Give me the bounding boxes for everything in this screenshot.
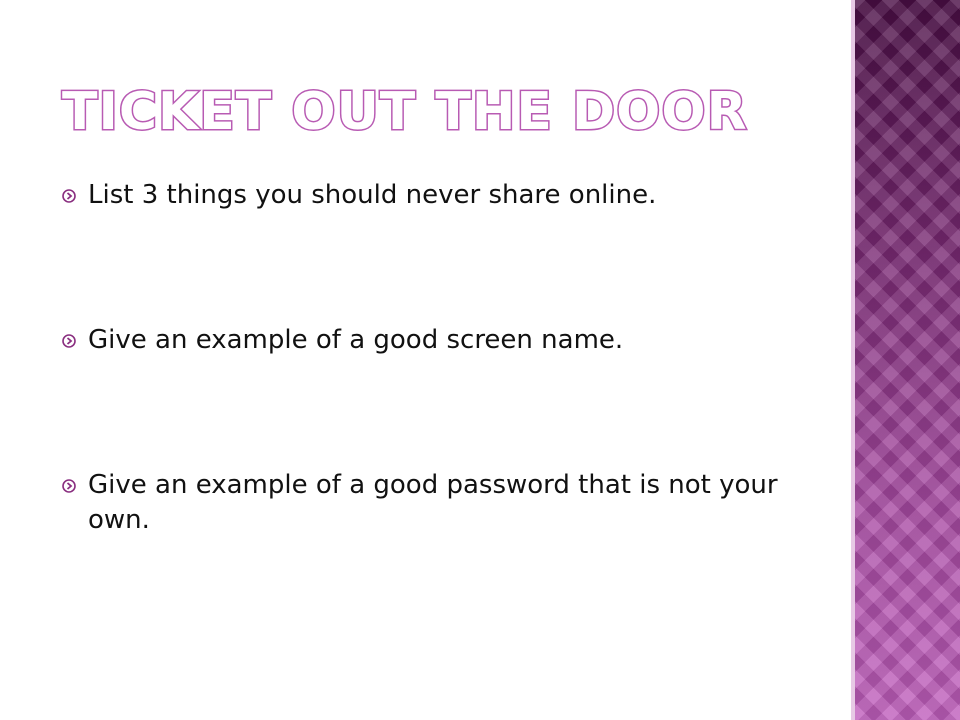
circled-arrow-icon — [62, 334, 76, 348]
circled-arrow-icon — [62, 189, 76, 203]
bullet-text: Give an example of a good screen name. — [88, 325, 624, 355]
slide-title: TICKET OUT THE DOOR — [62, 82, 748, 142]
bullet-list — [62, 178, 822, 538]
bullet-item — [62, 323, 822, 358]
bullet-text: Give an example of a good password that is not your own. — [88, 470, 778, 535]
circled-arrow-icon — [62, 479, 76, 493]
bullet-item — [62, 178, 822, 213]
decorative-side-band — [855, 0, 960, 720]
bullet-text: List 3 things you should never share online. — [88, 180, 657, 210]
bullet-item — [62, 468, 822, 538]
